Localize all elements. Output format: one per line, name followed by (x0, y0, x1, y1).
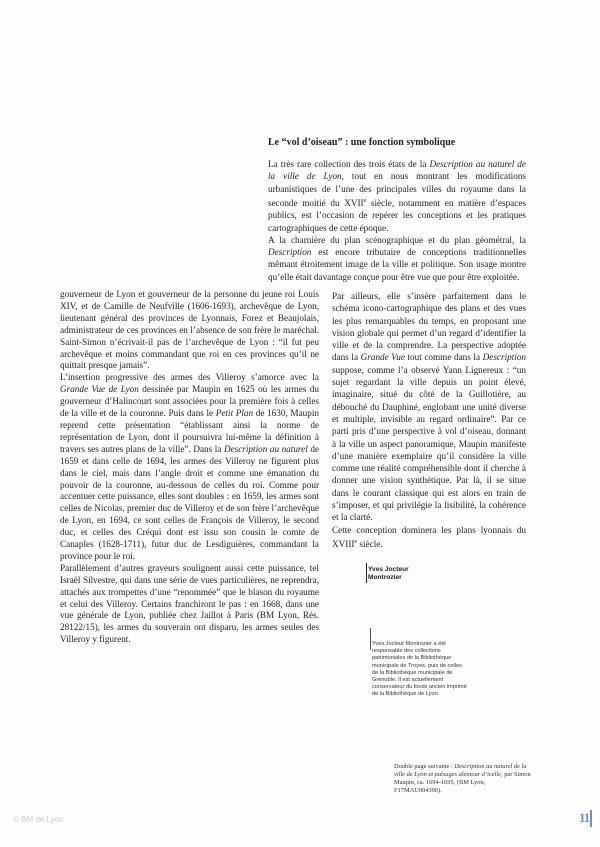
paragraph (332, 524, 526, 551)
emphasis-text: Description au naturel de la ville de Lyon (268, 159, 526, 182)
superscript: e (354, 538, 358, 545)
image-caption (394, 763, 534, 795)
page-number: 11 (579, 810, 590, 825)
bio-rule (370, 628, 371, 650)
text-run: L’insertion progressive des armes des Villeroy s’amorce avec la (60, 372, 319, 383)
left-column (60, 289, 319, 646)
page-edge-mark (590, 810, 592, 827)
text-run: dessinée par Maupin en 1625 où les armes du gouverneur d’Halincourt sont associées pour la première fois à celles de la ville et de la couronne. Puis dans le (60, 384, 319, 419)
emphasis-text: Description (482, 352, 527, 363)
caption-suffix: par Simon Maupin, ca. 1694-1695, (BM Lyon, F17MAU004390). (394, 771, 531, 794)
text-run: A la charnière du plan scénographique et du plan géométral, la (268, 234, 526, 245)
author-rule (366, 563, 367, 583)
superscript: e (363, 197, 367, 204)
text-run: Cette conception dominera les plans lyonnais du XVIII (332, 524, 526, 549)
caption-prefix: Double page suivante : (394, 763, 455, 770)
paragraph (268, 234, 526, 283)
emphasis-text: Grande Vue de Lyon (60, 384, 139, 395)
paragraph: gouverneur de Lyon et gouverneur de la personne du jeune roi Louis XIV, et de Camille de Neufville (1606-1693), archevêque de Lyon, lieutenant général des provinces de Lyonnais, Forez et Beaujolais, administrateur de ces provinces en l’absence de son frère le maréchal. Saint-Simon n’écrivait-il pas de l’archevêque de Lyon : “il fut peu archevêque et moins commandant que roi en ces provinces qu’il ne quittait presque jamais”. (60, 289, 319, 371)
emphasis-text: Petit Plan (215, 408, 254, 419)
paragraph: Parallèlement d’autres graveurs soulignent aussi cette puissance, tel Israël Silvestre, qui dans une série de vues particulières, ne reprendra, attachés aux trompettes d’une “renommée” que le blason du royaume et celui des Villeroy. Certains franchiront le pas : en 1668, dans une vue générale de Lyon, publiée chez Jaillot à Paris (BM Lyon, Rés. 28122/15), les armes du souverain ont disparu, les armes seules des Villeroy y figurent. (60, 562, 319, 645)
section-title: Le “vol d’oiseau” : une fonction symbolique (268, 137, 456, 148)
caption-title: Description au naturel de la ville de Lyon et paîsages alentour d’icelle, (394, 763, 527, 778)
right-column-lower (332, 290, 526, 550)
emphasis-text: Description au naturel (223, 443, 308, 454)
text-run: La très rare collection des trois états de la (268, 159, 430, 169)
text-run: siècle, notamment en matière d’espaces publics, est l’occasion de repérer les conceptions et les pratiques cartographiques de cette époque. (268, 197, 526, 233)
text-run: de 1659 et dans celle de 1694, les armes des Villeroy ne figurent plus dans le ciel, mais dans l’angle droit et comme une émanation du pouvoir de la couronne, au-dessous de celles du roi. Comme pour accentuer cette puissance, elles sont doubles : en 1659, les armes sont celles de Nicolas, premier duc de Villeroy et de son frère l’archevêque de Lyon, en 1694, ce sont celles de François de Villeroy, le second duc, et celles des Créqui dont est issu son cousin le comte de Canaples (1628-1711), futur duc de Lesdiguières, commandant la province pour le roi. (60, 443, 320, 561)
author-second-line: Montrozier (368, 574, 402, 581)
author-bio: Yves Jocteur Montrozier a été responsable des collections patrimoniales de la Bibliothèque municipale de Troyes, puis de celles de la Bibliothèque municipale de Grenoble. Il est actuellement conservateur du fonds ancien imprimé de la Bibliothèque de Lyon. (372, 641, 467, 698)
emphasis-text: Description (268, 247, 312, 258)
text-run: siècle. (357, 539, 383, 549)
text-run: de 1630, Maupin reprend cette présentation “établissant ainsi la norme de représentation de Lyon, dont il poursuivra lui-même la définition à travers ses autres plans de la ville”. Dans la (60, 408, 319, 454)
author-first-line: Yves Jocteur (368, 566, 409, 573)
paragraph (268, 158, 526, 234)
text-run: suppose, comme l’a observé Yann Lignereux : “un sujet regardant la ville depuis un point élevé, imaginaire, situé du côté de la Guillotière, au débouché du Dauphiné, englobant une unité diverse et multiple, invisible au regard ordinaire”. Par ce parti pris d’une perspective à vol d’oiseau, donnant à la ville un aspect panoramique, Maupin manifeste d’une manière exemplaire qu’il considère la ville comme une réalité compréhensible dont il cherche à donner une vision synthétique. Par là, il se situe dans le courant classique qui est alors en train de s’imposer, et qui privilégie la lisibilité, la cohérence et la clarté. (332, 364, 526, 523)
text-run: Par ailleurs, elle s’insère parfaitement dans le schéma icono-cartographique des plans et des vues les plus remarquables du temps, en proposant une vision globale qui permet d’un regard d’identifier la ville et de la comprendre. La perspective adoptée dans la (332, 291, 526, 363)
emphasis-text: Grande Vue (360, 352, 405, 363)
text-run: est encore tributaire de conceptions traditionnelles mêmant étroitement image de la ville et politique. Son usage montre qu’elle était davantage conçue pour être vue que pour être exploitée. (268, 247, 526, 282)
text-run: tout comme dans la (404, 352, 483, 363)
paragraph (60, 372, 319, 563)
copyright-watermark: © BM de Lyon (13, 815, 64, 824)
right-column-upper (268, 158, 526, 283)
author-signature (368, 566, 468, 582)
paragraph (332, 290, 526, 524)
text-run: , tout en nous montrant les modifications urbanistiques de l’une des principales villes du royaume dans la seconde moitié du XVII (268, 171, 526, 208)
